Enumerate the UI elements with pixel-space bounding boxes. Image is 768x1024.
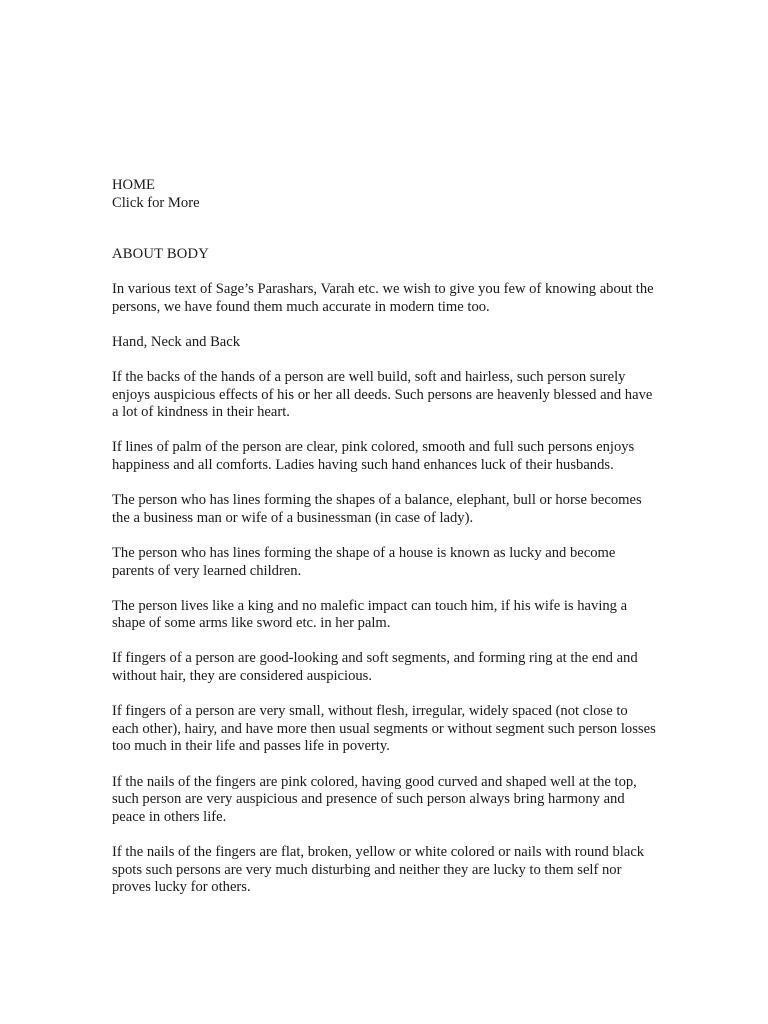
body-paragraph: If fingers of a person are very small, without flesh, irregular, widely spaced (not close to each other), hairy, and have more then usual segments or without segment such person losses too much in their life and passes life in poverty. xyxy=(112,703,656,755)
click-for-more-link[interactable]: Click for More xyxy=(112,194,200,211)
body-paragraph: The person lives like a king and no malefic impact can touch him, if his wife is having a shape of some arms like sword etc. in her palm. xyxy=(112,597,628,632)
home-link[interactable]: HOME xyxy=(112,177,155,193)
body-paragraph: If the nails of the fingers are pink colored, having good curved and shaped well at the top, such person are very auspicious and presence of such person always bring harmony and peace in others life. xyxy=(112,773,637,825)
body-paragraph: If the backs of the hands of a person are well build, soft and hairless, such person surely enjoys auspicious effects of his or her all deeds. Such persons are heavenly blessed and have a lot of kindness in their heart. xyxy=(112,368,653,421)
top-navigation xyxy=(112,177,657,212)
body-paragraph: The person who has lines forming the shape of a house is known as lucky and become parents of very learned children. xyxy=(112,544,616,579)
body-paragraph: If fingers of a person are good-looking and soft segments, and forming ring at the end and without hair, they are considered auspicious. xyxy=(112,650,638,685)
article-body xyxy=(112,281,657,914)
intro-paragraph: In various text of Sage’s Parashars, Varah etc. we wish to give you few of knowing about the persons, we have found them much accurate in modern time too. xyxy=(112,281,654,315)
body-paragraph: If lines of palm of the person are clear, pink colored, smooth and full such persons enjoys happiness and all comforts. Ladies having such hand enhances luck of their husbands. xyxy=(112,439,635,473)
page-heading: ABOUT BODY xyxy=(112,246,210,262)
section-subheading: Hand, Neck and Back xyxy=(112,333,241,350)
body-paragraph: If the nails of the fingers are flat, broken, yellow or white colored or nails with round black spots such persons are very much disturbing and neither they are lucky to them self nor proves lucky for others. xyxy=(112,844,645,896)
body-paragraph: The person who has lines forming the shapes of a balance, elephant, bull or horse becomes the a business man or wife of a businessman (in case of lady). xyxy=(112,492,642,526)
